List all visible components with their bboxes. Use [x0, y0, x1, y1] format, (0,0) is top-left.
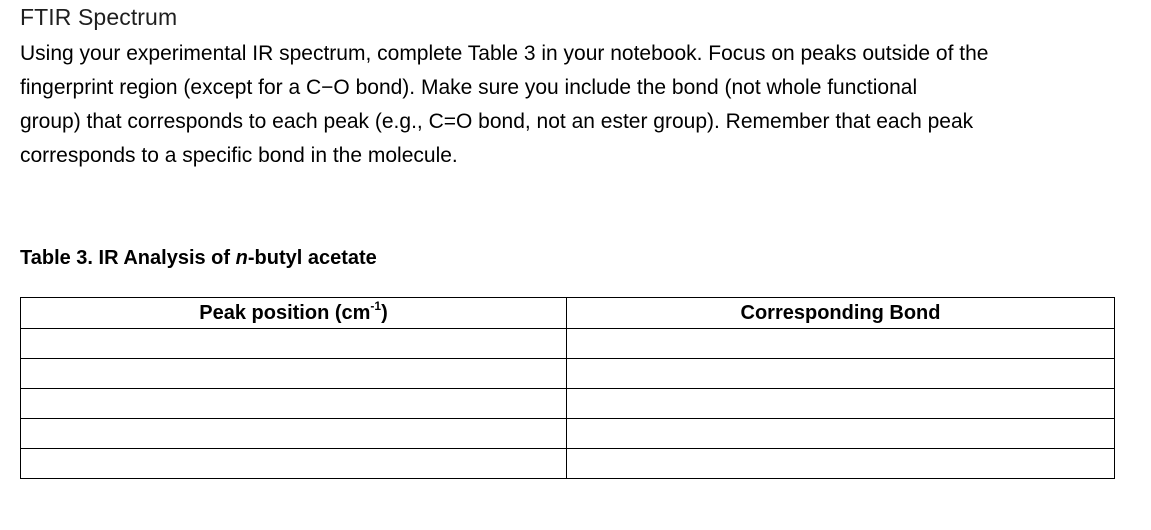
peak-position-cell[interactable] — [21, 449, 567, 479]
header-peak-position-text: Peak position (cm — [199, 301, 371, 324]
instructions-line: group) that corresponds to each peak (e.g., C=O bond, not an ester group). Remember that each peak — [20, 110, 974, 133]
instructions-line: Using your experimental IR spectrum, complete Table 3 in your notebook. Focus on peaks outside of the — [20, 42, 989, 65]
instructions-line: corresponds to a specific bond in the molecule. — [20, 144, 458, 167]
table-row — [21, 389, 1115, 419]
peak-position-cell[interactable] — [21, 359, 567, 389]
table-row — [21, 359, 1115, 389]
corresponding-bond-cell[interactable] — [567, 359, 1115, 389]
corresponding-bond-cell[interactable] — [567, 389, 1115, 419]
table-row — [21, 419, 1115, 449]
table-caption-suffix: -butyl acetate — [247, 247, 377, 269]
corresponding-bond-cell[interactable] — [567, 449, 1115, 479]
corresponding-bond-cell[interactable] — [567, 329, 1115, 359]
table-row — [21, 329, 1115, 359]
section-heading: FTIR Spectrum — [20, 4, 178, 30]
ir-analysis-table — [20, 297, 1115, 479]
header-peak-position-close: ) — [381, 301, 388, 324]
table-header-row — [21, 298, 1115, 329]
header-corresponding-bond: Corresponding Bond — [567, 298, 1115, 329]
instructions-line: fingerprint region (except for a C−O bond). Make sure you include the bond (not whole functional — [20, 76, 918, 99]
peak-position-cell[interactable] — [21, 419, 567, 449]
table-caption — [20, 247, 377, 270]
peak-position-cell[interactable] — [21, 329, 567, 359]
header-peak-position — [21, 298, 567, 329]
table-row — [21, 449, 1115, 479]
peak-position-cell[interactable] — [21, 389, 567, 419]
instructions-paragraph — [20, 37, 1130, 173]
table-caption-italic: n — [235, 247, 248, 269]
corresponding-bond-cell[interactable] — [567, 419, 1115, 449]
table-caption-prefix: Table 3. IR Analysis of — [20, 247, 236, 269]
header-peak-position-unit-exponent: -1 — [370, 298, 382, 313]
